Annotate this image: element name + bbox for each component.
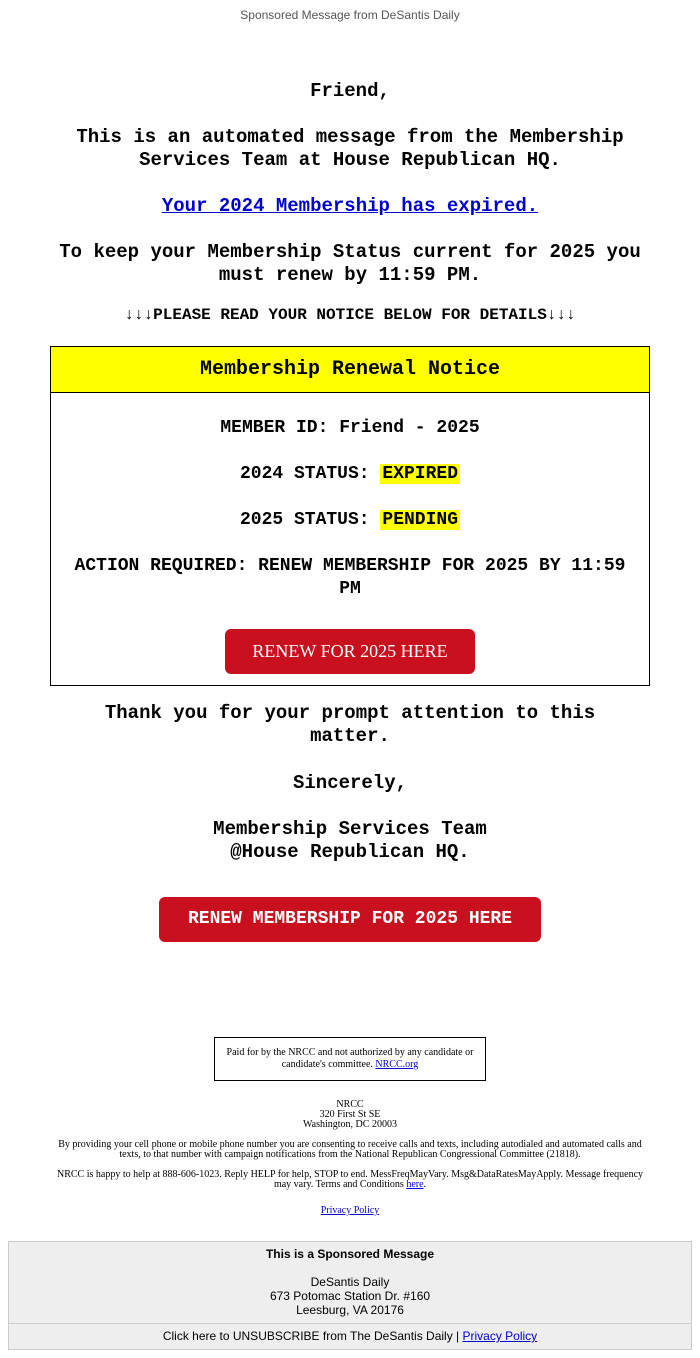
keep-status-text: To keep your Membership Status current for 2025 you must renew by 11:59 PM. bbox=[59, 241, 641, 286]
privacy-wrapper bbox=[0, 1205, 700, 1216]
paid-for-text: Paid for by the NRCC and not authorized by any candidate or candidate's committee. bbox=[226, 1047, 474, 1070]
sponsored-title: This is a Sponsored Message bbox=[265, 1247, 435, 1261]
sponsor-address bbox=[9, 1275, 691, 1317]
unsubscribe-link[interactable]: Click here to UNSUBSCRIBE from The DeSantis Daily | bbox=[162, 1329, 463, 1343]
sponsor-name: DeSantis Daily bbox=[310, 1275, 390, 1289]
member-id: MEMBER ID: Friend - 2025 bbox=[220, 418, 480, 438]
help-text: NRCC is happy to help at 888-606-1023. Reply HELP for help, STOP to end. MessFreqMayVary. Msg&DataRatesMayApply. Message frequency may vary. Terms and Conditions bbox=[56, 1169, 644, 1190]
sponsored-box bbox=[8, 1241, 692, 1324]
please-read-text: ↓↓↓PLEASE READ YOUR NOTICE BELOW FOR DETAILS↓↓↓ bbox=[124, 306, 576, 324]
sponsor-city: Leesburg, VA 20176 bbox=[296, 1303, 404, 1317]
unsubscribe-bar bbox=[8, 1323, 692, 1350]
notice-title: Membership Renewal Notice bbox=[51, 347, 649, 393]
status-2024-badge: EXPIRED bbox=[382, 464, 459, 484]
org-address bbox=[0, 1100, 700, 1130]
renew-for-2025-button[interactable]: RENEW FOR 2025 HERE bbox=[225, 629, 475, 674]
renewal-notice-box bbox=[50, 346, 650, 686]
paid-for-disclaimer bbox=[214, 1037, 486, 1081]
privacy-policy-link[interactable]: Privacy Policy bbox=[320, 1205, 380, 1216]
status-2025 bbox=[51, 509, 649, 532]
greeting: Friend, bbox=[310, 80, 390, 102]
signature-team: Membership Services Team bbox=[213, 818, 487, 840]
terms-link[interactable]: here bbox=[406, 1179, 424, 1190]
status-2025-label: 2025 STATUS: bbox=[239, 510, 381, 530]
expired-notice-link-wrapper bbox=[0, 195, 700, 217]
help-text-wrapper bbox=[48, 1170, 652, 1190]
sincerely-text: Sincerely, bbox=[292, 772, 408, 794]
intro-text: This is an automated message from the Membership Services Team at House Republican HQ. bbox=[76, 126, 624, 171]
sponsor-header: Sponsored Message from DeSantis Daily bbox=[240, 8, 460, 22]
status-2025-badge: PENDING bbox=[382, 510, 459, 530]
signature-hq: @House Republican HQ. bbox=[230, 841, 470, 863]
consent-text: By providing your cell phone or mobile phone number you are consenting to receive calls and texts, including autodialed and automated calls and texts, to that number with campaign notifications from the National Republican Congressional Committee (21818). bbox=[58, 1139, 642, 1160]
signature bbox=[0, 818, 700, 864]
membership-expired-link[interactable]: Your 2024 Membership has expired. bbox=[161, 195, 539, 217]
org-name: NRCC bbox=[336, 1099, 364, 1110]
org-city: Washington, DC 20003 bbox=[303, 1119, 397, 1130]
action-required: ACTION REQUIRED: RENEW MEMBERSHIP FOR 2025 BY 11:59 PM bbox=[74, 556, 626, 599]
sponsor-privacy-link[interactable]: Privacy Policy bbox=[462, 1329, 538, 1343]
renew-membership-button[interactable]: RENEW MEMBERSHIP FOR 2025 HERE bbox=[159, 897, 541, 942]
sponsor-street: 673 Potomac Station Dr. #160 bbox=[269, 1289, 431, 1303]
status-2024-label: 2024 STATUS: bbox=[239, 464, 381, 484]
terms-suffix: . bbox=[423, 1179, 427, 1190]
status-2024 bbox=[51, 463, 649, 486]
thanks-text: Thank you for your prompt attention to this matter. bbox=[104, 702, 596, 747]
nrcc-link[interactable]: NRCC.org bbox=[375, 1059, 419, 1070]
org-street: 320 First St SE bbox=[319, 1109, 381, 1120]
